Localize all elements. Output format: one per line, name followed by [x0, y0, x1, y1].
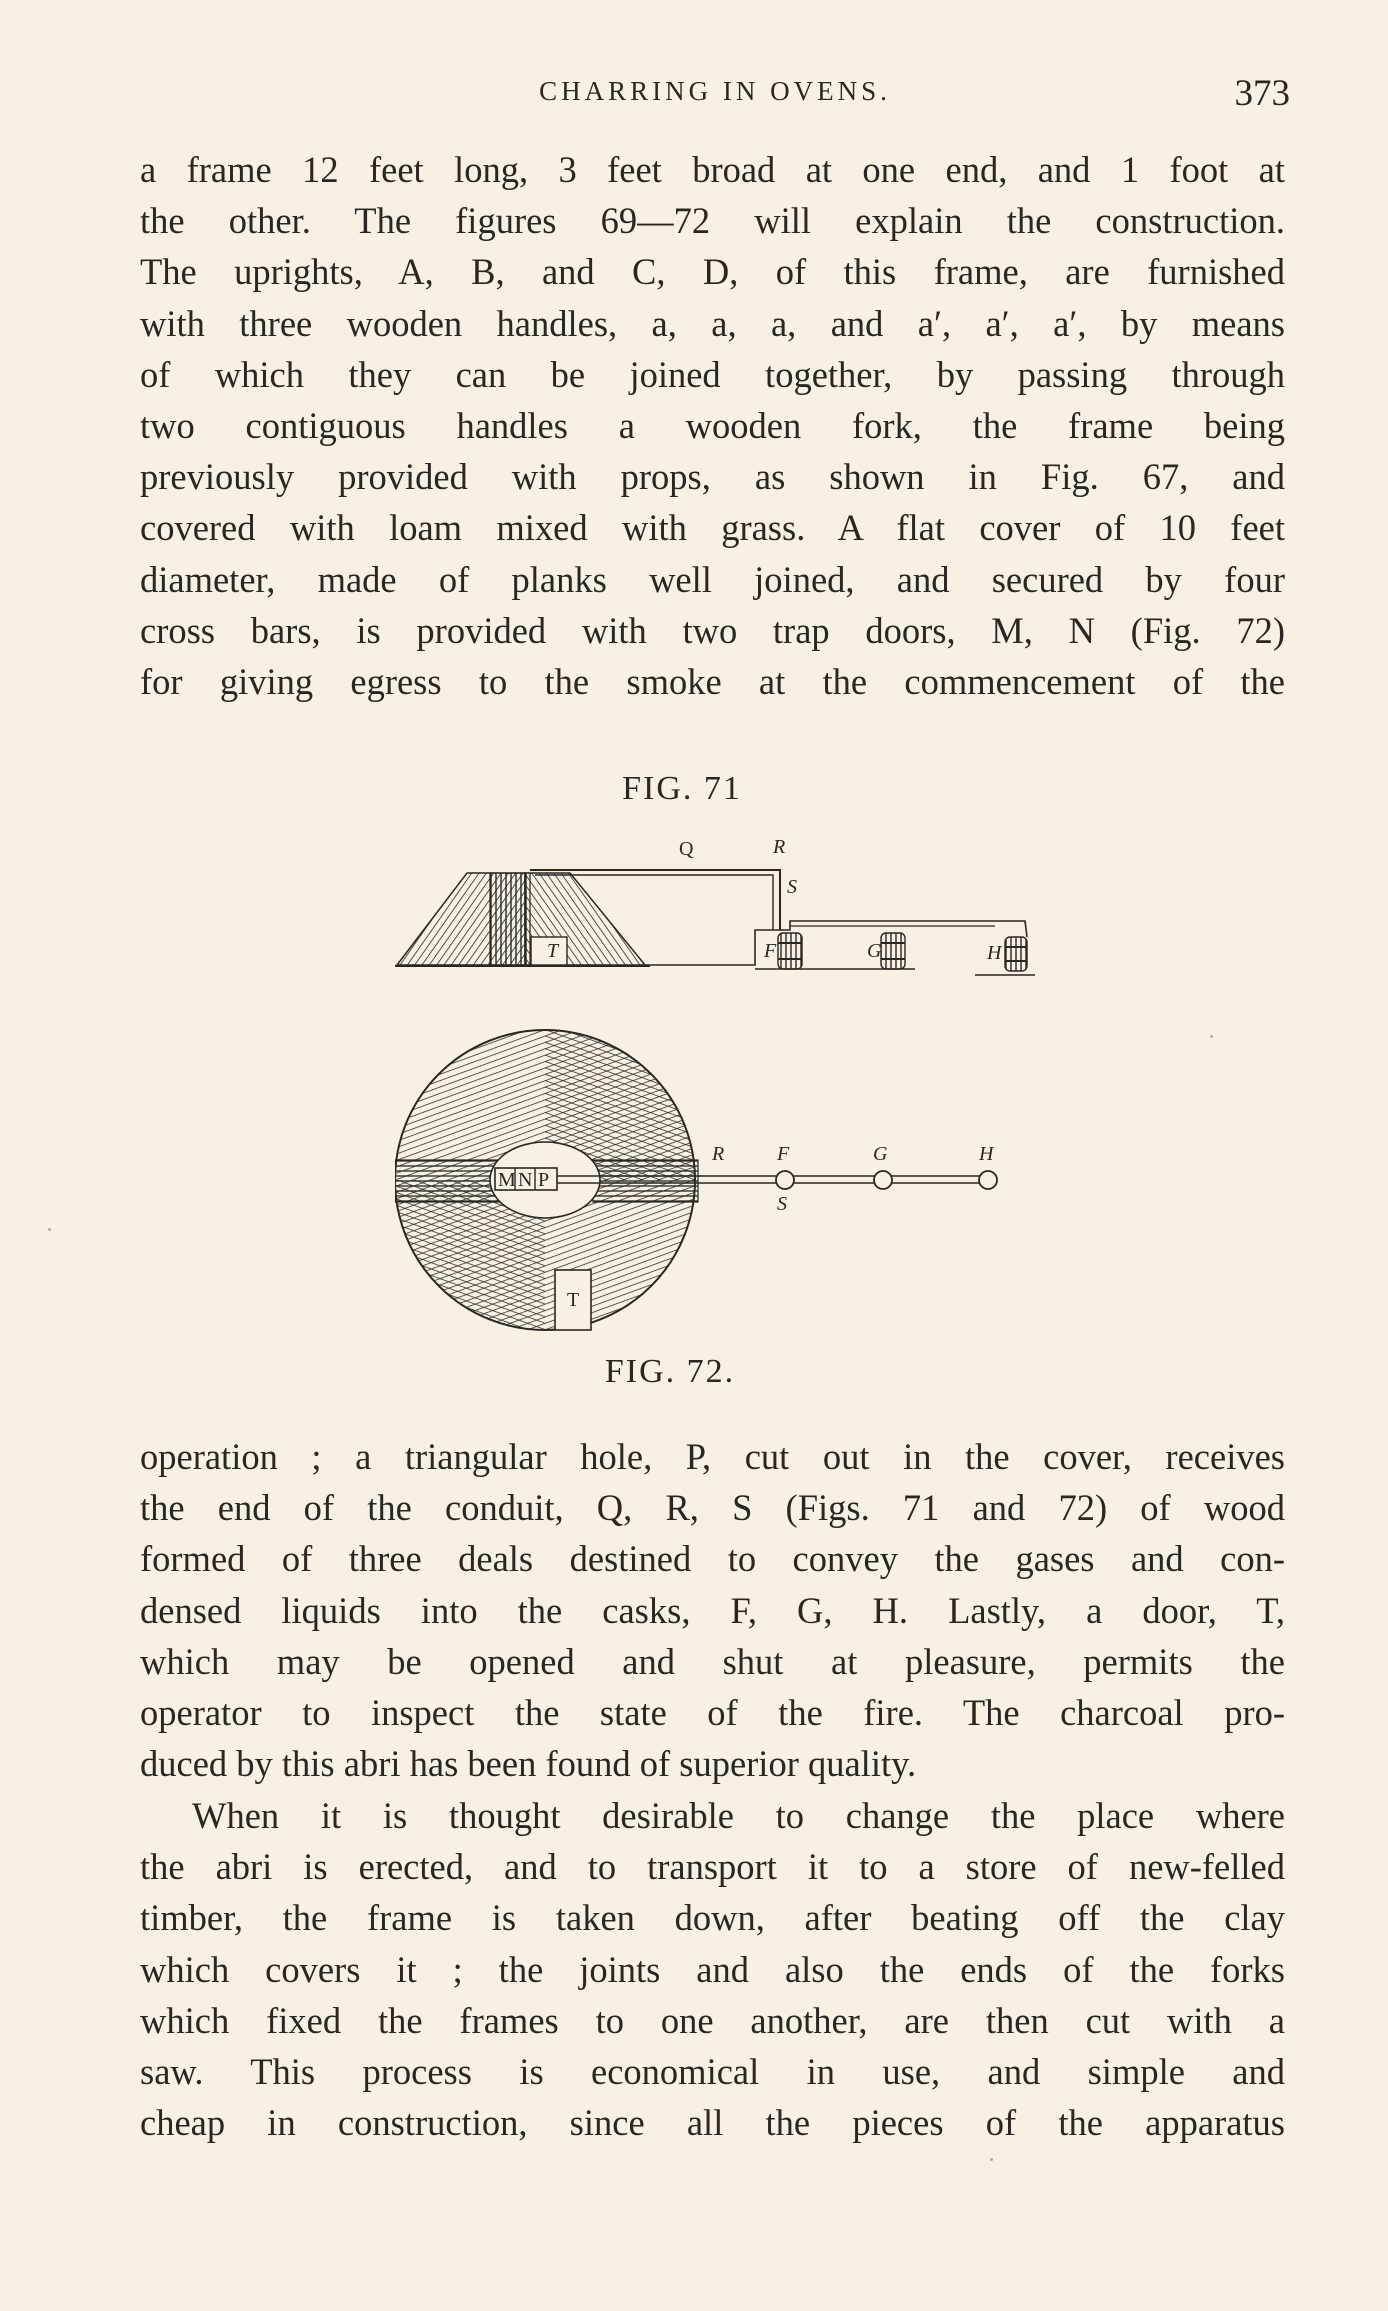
text-line: for giving egress to the smoke at the commencement of the — [140, 660, 1285, 702]
label-s: S — [777, 1193, 787, 1215]
text-line: cross bars, is provided with two trap doors, M, N (Fig. 72) — [140, 609, 1285, 651]
text-line: which may be opened and shut at pleasure, permits the — [140, 1640, 1285, 1682]
paper-speck — [1210, 1035, 1213, 1038]
cask-f — [778, 933, 802, 969]
text-line: duced by this abri has been found of superior quality. — [140, 1743, 917, 1785]
paper-speck — [48, 1228, 51, 1231]
text-line: covered with loam mixed with grass. A flat cover of 10 feet — [140, 507, 1285, 549]
label-t: T — [547, 940, 559, 962]
paragraph-1 — [140, 144, 1285, 707]
figure-71-elevation — [395, 825, 1045, 985]
running-head — [140, 72, 1290, 122]
door-t — [555, 1270, 591, 1330]
text-line: a frame 12 feet long, 3 feet broad at one end, and 1 foot at — [140, 149, 1285, 190]
page-number: 373 — [1234, 73, 1290, 114]
text-line: with three wooden handles, a, a, a, and a′, a′, a′, by means — [140, 302, 1285, 344]
label-m: M — [498, 1169, 516, 1191]
trap-doors-m-n — [495, 1168, 557, 1191]
text-line: formed of three deals destined to convey the gases and con- — [140, 1538, 1285, 1580]
label-g: G — [873, 1143, 888, 1165]
running-title: CHARRING IN OVENS. — [539, 76, 891, 106]
label-g: G — [867, 940, 882, 962]
paper-speck — [990, 2158, 993, 2161]
text-line: operation ; a triangular hole, P, cut out in the cover, receives — [140, 1436, 1285, 1477]
figure-72-caption: FIG. 72. — [604, 1353, 736, 1390]
figure-72-plan — [395, 1020, 1045, 1350]
cask-g — [881, 933, 905, 969]
label-r: R — [712, 1143, 725, 1165]
label-t: T — [567, 1289, 580, 1311]
label-f: F — [777, 1143, 790, 1165]
text-line: the other. The figures 69—72 will explain the construction. — [140, 200, 1285, 242]
text-line: diameter, made of planks well joined, and secured by four — [140, 558, 1285, 600]
label-h: H — [979, 1143, 994, 1165]
text-line: When it is thought desirable to change the place where — [192, 1795, 1285, 1836]
label-r: R — [773, 836, 786, 858]
text-line: timber, the frame is taken down, after beating off the clay — [140, 1897, 1285, 1939]
text-line: the end of the conduit, Q, R, S (Figs. 71 and 72) of wood — [140, 1487, 1285, 1529]
text-line: saw. This process is economical in use, and simple and — [140, 2050, 1285, 2092]
text-line: The uprights, A, B, and C, D, of this frame, are furnished — [140, 251, 1285, 293]
cask-f-plan — [776, 1171, 794, 1189]
text-line: previously provided with props, as shown in Fig. 67, and — [140, 456, 1285, 498]
label-n: N — [518, 1169, 533, 1191]
text-line: which fixed the frames to one another, are then cut with a — [140, 1999, 1285, 2041]
cask-h-plan — [979, 1171, 997, 1189]
paragraph-3 — [140, 1790, 1285, 2148]
text-line: of which they can be joined together, by passing through — [140, 353, 1285, 395]
text-line: densed liquids into the casks, F, G, H. Lastly, a door, T, — [140, 1589, 1285, 1631]
cask-g-plan — [874, 1171, 892, 1189]
label-h: H — [987, 942, 1002, 964]
paragraph-2 — [140, 1431, 1285, 1789]
label-f: F — [764, 940, 777, 962]
text-line: cheap in construction, since all the pieces of the apparatus — [140, 2102, 1285, 2144]
figure-71-caption: FIG. 71 — [622, 770, 742, 807]
label-q: Q — [679, 838, 694, 860]
text-line: two contiguous handles a wooden fork, the frame being — [140, 404, 1285, 446]
kiln-mound — [395, 873, 650, 966]
text-line: operator to inspect the state of the fire. The charcoal pro- — [140, 1691, 1285, 1733]
label-s: S — [787, 876, 797, 898]
text-line: the abri is erected, and to transport it to a store of new-felled — [140, 1846, 1285, 1888]
text-line: which covers it ; the joints and also the ends of the forks — [140, 1948, 1285, 1990]
label-p: P — [538, 1169, 550, 1191]
